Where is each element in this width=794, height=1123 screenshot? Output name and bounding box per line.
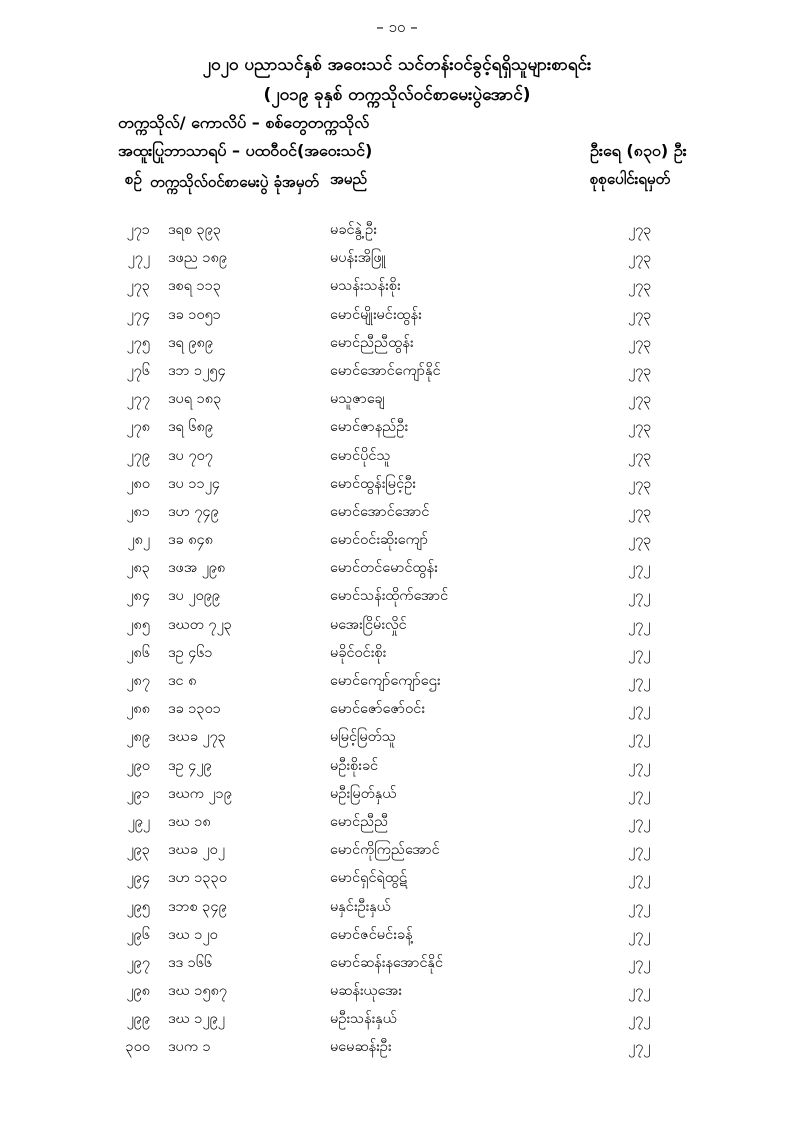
roll-number: ဒပ ၂၀၉၉ (168, 588, 221, 605)
row-number: ၂၈၁ (126, 503, 150, 520)
row-number: ၂၈၃ (126, 560, 150, 577)
total-score: ၂၇၂ (628, 870, 651, 887)
student-name: မဦးစိုးခင် (330, 757, 379, 774)
table-row (0, 757, 794, 785)
table-row (0, 869, 794, 897)
total-score: ၂၇၂ (628, 983, 651, 1000)
student-name: မောင်ညီညီထွန်း (330, 334, 414, 351)
roll-number: ဒပရ ၁၈၃ (168, 391, 222, 408)
row-number: ၂၇၄ (126, 306, 150, 323)
total-score: ၂၇၂ (628, 644, 651, 661)
roll-number: ဒရ ၆၈၉ (168, 419, 214, 436)
roll-number: ဒဃ ၁၅၈၇ (168, 983, 228, 1000)
total-score: ၂၇၃ (628, 334, 652, 351)
total-score: ၂၇၃ (628, 278, 652, 295)
row-number: ၂၈၈ (126, 701, 150, 718)
row-number: ၂၇၈ (126, 419, 150, 436)
student-name: မောင်အောင်ကျော်နိုင် (330, 362, 441, 379)
row-number: ၂၉၇ (126, 954, 150, 971)
roll-number: ဒဖအ ၂၉၈ (168, 560, 226, 577)
roll-number: ဒရ ၉၈၉ (168, 334, 214, 351)
roll-number: ဒဃခ ၂၀၂ (168, 842, 225, 859)
table-row (0, 277, 794, 305)
student-name: မောင်ဇော်ဇော်ဝင်း (330, 701, 425, 718)
row-number: ၃၀၀ (125, 1039, 150, 1056)
table-row (0, 503, 794, 531)
total-score: ၂၇၂ (628, 616, 651, 633)
roll-number: ဒခ ၁၀၅၁ (168, 306, 221, 323)
roll-number: ဒဃခ ၂၇၃ (168, 729, 226, 746)
student-name: မောင်ဆန်းနအောင်နိုင် (330, 954, 444, 971)
document-title: ၂၀၂၀ ပညာသင်နှစ် အဝေးသင် သင်တန်းဝင်ခွင့်ရရှိသူများစာရင်း (202, 55, 592, 75)
table-row (0, 954, 794, 982)
table-row (0, 672, 794, 700)
table-row (0, 362, 794, 390)
total-score: ၂၇၃ (628, 503, 652, 520)
student-name: မဦးမြတ်နှယ် (330, 785, 397, 802)
row-number: ၂၈၅ (126, 616, 150, 633)
table-row (0, 1038, 794, 1066)
roll-number: ဒဃ ၁၂၉၂ (168, 1011, 225, 1028)
table-row (0, 1010, 794, 1038)
total-score: ၂၇၂ (628, 785, 651, 802)
row-number: ၂၈၆ (126, 644, 150, 661)
row-number: ၂၉၅ (126, 898, 150, 915)
roll-number: ဒဥ ၄၂၉ (168, 757, 212, 774)
table-row (0, 531, 794, 559)
table-row (0, 813, 794, 841)
total-score: ၂၇၂ (628, 729, 651, 746)
row-number: ၂၇၃ (126, 278, 150, 295)
total-score: ၂၇၂ (628, 1039, 651, 1056)
table-row (0, 475, 794, 503)
student-name: မောင်ထွန်းမြင့်ဦး (330, 475, 416, 492)
roll-number: ဒပ ၇၀၇ (168, 447, 213, 464)
student-name: မခိုင်ဝင်းစိုး (330, 644, 387, 661)
roll-number: ဒင ၈ (168, 673, 197, 689)
row-number: ၂၉၄ (126, 870, 150, 887)
total-score: ၂၇၂ (628, 757, 651, 774)
table-row (0, 700, 794, 728)
row-number: ၂၇၇ (126, 391, 150, 408)
student-table (0, 221, 794, 1067)
table-row (0, 390, 794, 418)
total-score: ၂၇၃ (628, 250, 652, 267)
table-row (0, 447, 794, 475)
roll-number: ဒခ ၁၃၀၁ (168, 701, 221, 718)
subject-label: အထူးပြုဘာသာရပ် – ပထဝီဝင်(အဝေးသင်) (118, 141, 373, 160)
student-name: မောင်သန်းထိုက်အောင် (330, 588, 449, 605)
table-row (0, 587, 794, 615)
roll-number: ဒဘစ ၃၄၉ (168, 898, 227, 915)
university-label: တက္ကသိုလ်/ ကောလိပ် – စစ်တွေတက္ကသိုလ် (118, 113, 370, 132)
total-score: ၂၇၂ (628, 560, 651, 577)
row-number: ၂၉၈ (126, 983, 150, 1000)
table-row (0, 249, 794, 277)
total-score: ၂၇၃ (628, 362, 652, 379)
total-score: ၂၇၂ (628, 673, 651, 689)
document-subtitle: (၂၀၁၉ ခုနှစ် တက္ကသိုလ်ဝင်စာမေးပွဲအောင်) (263, 85, 531, 105)
roll-number: ဒဘ ၁၂၅၄ (168, 362, 226, 379)
roll-number: ဒဃ ၁၈ (168, 813, 211, 830)
total-score: ၂၇၂ (628, 954, 651, 971)
table-row (0, 559, 794, 587)
roll-number: ဒဟ ၁၃၃၀ (168, 870, 227, 887)
total-score: ၂၇၃ (628, 419, 652, 436)
table-row (0, 334, 794, 362)
table-row (0, 616, 794, 644)
total-score: ၂၇၂ (628, 813, 651, 830)
table-row (0, 418, 794, 446)
total-score: ၂၇၃ (628, 475, 652, 492)
row-number: ၂၇၂ (127, 250, 150, 267)
roll-number: ဒပက ၁ (168, 1039, 211, 1056)
student-name: မပန်းအိဖြူ (330, 250, 386, 267)
row-number: ၂၇၉ (126, 447, 150, 464)
column-header-result: စုစုပေါင်းရမှတ် (590, 170, 671, 188)
roll-number: ဒရစ ၃၉၃ (168, 222, 222, 238)
row-number: ၂၇၅ (126, 334, 150, 351)
row-number: ၂၉၉ (126, 1011, 150, 1028)
total-score: ၂၇၂ (628, 588, 651, 605)
student-name: မခင်နွဲ့ဦး (330, 222, 377, 238)
roll-number: ဒစရ ၁၁၃ (168, 278, 222, 295)
row-number: ၂၉၂ (127, 813, 150, 830)
table-row (0, 982, 794, 1010)
roll-number: ဒဟ ၇၄၉ (168, 503, 219, 520)
table-row (0, 306, 794, 334)
student-name: မောင်ကျော်ကျော်ဌေး (330, 673, 441, 689)
row-number: ၂၈၉ (126, 729, 150, 746)
student-name: မသူဇာချေ (330, 391, 385, 408)
student-name: မဆန်းယုအေး (330, 983, 402, 1000)
student-name: မသန်းသန်းစိုး (330, 278, 401, 295)
total-score: ၂၇၃ (628, 391, 652, 408)
row-number: ၂၇၁ (126, 222, 150, 238)
table-row (0, 728, 794, 756)
total-score: ၂၇၂ (628, 842, 651, 859)
total-score: ၂၇၂ (628, 898, 651, 915)
student-name: မောင်တင်မောင်ထွန်း (330, 560, 438, 577)
table-row (0, 644, 794, 672)
student-name: မောင်ဇင်မင်းခန့် (330, 926, 413, 943)
roll-number: ဒဖည ၁၈၉ (168, 250, 228, 267)
student-name: မောင်မျိုးမင်းထွန်း (330, 306, 422, 323)
roll-number: ဒဃ ၁၂၀ (168, 926, 218, 943)
table-row (0, 926, 794, 954)
row-number: ၂၈၄ (126, 588, 150, 605)
student-name: မောင်ဝင်းဆိုးကျော် (330, 532, 429, 549)
student-name: မမေဆန်းဦး (330, 1039, 392, 1056)
roll-number: ဒဃတ ၇၂၃ (168, 616, 232, 633)
roll-number: ဒဒ ၁၆၆ (168, 954, 213, 971)
student-name: မအေးငြိမ်းလှိုင် (330, 616, 407, 633)
table-row (0, 898, 794, 926)
roll-number: ဒဃက ၂၁၉ (168, 785, 232, 802)
student-name: မောင်ဇာနည်ဦး (330, 419, 408, 436)
row-number: ၂၉၆ (126, 926, 150, 943)
column-header-roll: တက္ကသိုလ်ဝင်စာမေးပွဲ ခုံအမှတ် (150, 173, 319, 191)
roll-number: ဒပ ၁၁၂၄ (168, 475, 221, 492)
total-score: ၂၇၃ (628, 532, 652, 549)
student-name: မောင်အောင်အောင် (330, 503, 430, 520)
row-number: ၂၇၆ (126, 362, 150, 379)
total-score: ၂၇၂ (628, 701, 651, 718)
total-count: ဦးရေ (၈၃၀) ဦး (590, 141, 687, 160)
total-score: ၂၇၂ (628, 926, 651, 943)
student-name: မောင်ရှင်ရဲထွဋ် (330, 870, 407, 887)
total-score: ၂၇၃ (628, 306, 652, 323)
student-name: မဦးသန်းနှယ် (330, 1011, 397, 1028)
row-number: ၂၉၁ (126, 785, 150, 802)
roll-number: ဒခ ၈၄၈ (168, 532, 214, 549)
total-score: ၂၇၃ (628, 447, 652, 464)
student-name: မောင်ကိုကြည်အောင် (330, 842, 440, 859)
table-row (0, 841, 794, 869)
total-score: ၂၇၂ (628, 1011, 651, 1028)
student-name: မနှင်းဦးနှယ် (330, 898, 391, 915)
table-row (0, 221, 794, 249)
row-number: ၂၉၃ (126, 842, 150, 859)
row-number: ၂၈၇ (126, 673, 150, 689)
student-name: မောင်ညီညီ (330, 813, 389, 830)
column-header-no: စဉ် (125, 170, 142, 188)
row-number: ၂၉၀ (126, 757, 150, 774)
column-header-name: အမည် (330, 170, 367, 188)
row-number: ၂၈၂ (127, 532, 150, 549)
row-number: ၂၈၀ (126, 475, 150, 492)
student-name: မမြင့်မြတ်သူ (330, 729, 396, 746)
total-score: ၂၇၃ (628, 222, 652, 238)
roll-number: ဒဥ ၄၆၁ (168, 644, 213, 661)
page-number: – ၁၀ – (376, 18, 418, 36)
student-name: မောင်ပိုင်သူ (330, 447, 391, 464)
table-row (0, 785, 794, 813)
